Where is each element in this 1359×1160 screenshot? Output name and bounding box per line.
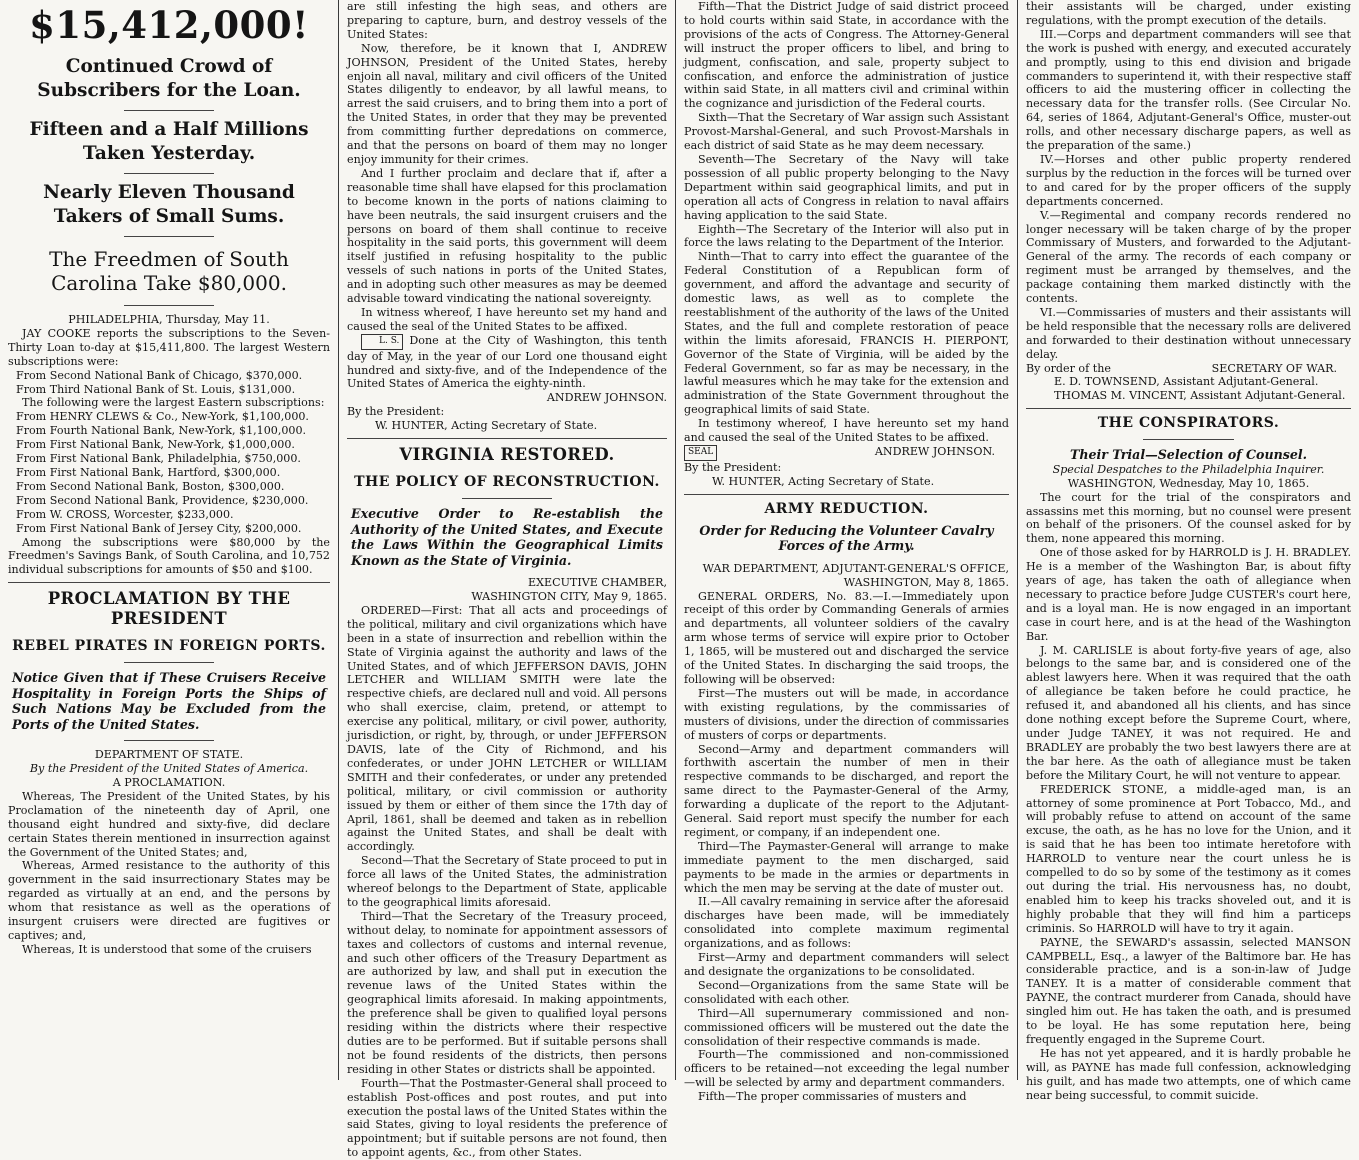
list-item: From W. CROSS, Worcester, $233,000. (16, 507, 234, 521)
freedmen-paragraph: Among the subscriptions were $80,000 by the Freedmen's Savings Bank, of South Carolina, and 10,752 individual subscriptions for amounts of $50 and $100. (8, 535, 330, 577)
special-despatches: Special Despatches to the Philadelphia Inquirer. (1052, 462, 1325, 476)
headline-small-sums: Nearly Eleven Thousand Takers of Small Sums. (43, 182, 295, 227)
order-eighth: Eighth—The Secretary of the Interior will also put in force the laws relating to the Department of the Interior. (684, 222, 1009, 250)
list-item: From First National Bank, Hartford, $300,000. (16, 465, 281, 479)
paragraph: their assistants will be charged, under existing regulations, with the prompt execution of the details. (1026, 0, 1351, 27)
virginia-restored-headline: VIRGINIA RESTORED. (399, 445, 615, 465)
paragraph: Fifth—The proper commissaries of musters and (698, 1090, 967, 1104)
policy-subhead: THE POLICY OF RECONSTRUCTION. (354, 474, 660, 491)
list-item: From First National Bank of Jersey City, $200,000. (16, 521, 302, 535)
paragraph: V.—Regimental and company records rendered no longer necessary will be taken charge of by the proper Commissary of Musters, and forwarded to the Adjutant-General of the army. The records of each company or regiment must be arranged by themselves, and the package containing them marked distinctly with the contents. (1026, 208, 1351, 306)
paragraph: First—Army and department commanders will select and designate the organizations to be consolidated. (684, 951, 1009, 978)
vincent-signature: THOMAS M. VINCENT, Assistant Adjutant-General. (1054, 389, 1346, 403)
divider (1143, 439, 1234, 440)
trial-subhead: Their Trial—Selection of Counsel. (1069, 447, 1308, 463)
eastern-intro-paragraph: The following were the largest Eastern subscriptions: (22, 396, 325, 410)
paragraph: Second—Organizations from the same State will be consolidated with each other. (684, 978, 1009, 1006)
a-proclamation: A PROCLAMATION. (112, 776, 226, 790)
whereas-paragraph: Whereas, The President of the United States, by his Proclamation of the nineteenth day of April, one thousand eight hundred and sixty-five, did declare certain States therein mentioned in insurrection against the Government of the United States; and, (8, 789, 330, 859)
order-second: Second—That the Secretary of State proceed to put in force all laws of the United States, the administration whereof belongs to the Department of State, applicable to the geographical limits aforesaid. (347, 854, 667, 909)
divider (684, 494, 1009, 495)
acting-secretary: W. HUNTER, Acting Secretary of State. (375, 419, 598, 433)
paragraph: II.—All cavalry remaining in service after the aforesaid discharges have been made, will be immediately consolidated into complete maximum regimental organizations, and as follows: (684, 895, 1009, 951)
order-fourth: Fourth—That the Postmaster-General shall proceed to establish Post-offices and post routes, and put into execution the postal laws of the United States within the said States, giving to loyal residents the preference of appointment; but if suitable persons are not found, then to appoint agents, &c., from other States. (347, 1076, 667, 1160)
list-item: From HENRY CLEWS & Co., New-York, $1,100,000. (16, 410, 309, 424)
paragraph: And I further proclaim and declare that if, after a reasonable time shall have elapsed for this proclamation to become known in the ports of nations claiming to have been neutrals, the said insurgent cruisers and the persons on board of them shall continue to receive hospitality in the said ports, this government will deem itself justified in refusing hospitality to the public vessels of such nations in ports of the United States, and in adopting such other measures as may be deemed advisable toward vindicating the national sovereignty. (347, 166, 667, 306)
executive-order-deck: Executive Order to Re-establish the Authority of the United States, and Execute the Laws Within the Geographical Limits Known as the State of Virginia. (351, 506, 663, 568)
paragraph: First—The musters out will be made, in accordance with existing regulations, by the commissaries of musters of divisions, under the direction of commissaries of musters of corps or departments. (684, 686, 1009, 742)
list-item: From Second National Bank, Boston, $300,000. (16, 479, 285, 493)
western-subscriptions-list (8, 369, 330, 397)
paragraph: The court for the trial of the conspirators and assassins met this morning, but no counsel were present on behalf of the prisoners. Of the counsel asked for by them, none appeared this morning. (1026, 490, 1351, 546)
list-item: From Third National Bank of St. Louis, $131,000. (16, 382, 296, 396)
army-reduction-headline: ARMY REDUCTION. (764, 500, 929, 517)
executive-chamber: EXECUTIVE CHAMBER, (527, 576, 667, 590)
list-item: From Second National Bank of Chicago, $370,000. (16, 368, 303, 382)
paragraph: Fourth—The commissioned and non-commissioned officers to be retained—not exceeding the legal number—will be selected by army and department commanders. (684, 1048, 1009, 1090)
war-department-dateline: WAR DEPARTMENT, ADJUTANT-GENERAL'S OFFICE, WASHINGTON, May 8, 1865. (702, 561, 1009, 589)
list-item: From Fourth National Bank, New-York, $1,100,000. (16, 424, 307, 438)
paragraph: VI.—Commissaries of musters and their assistants will be held responsible that the necessary rolls are delivered and forwarded to their destination without unnecessary delay. (1026, 305, 1351, 361)
divider (462, 498, 552, 499)
order-first: ORDERED—First: That all acts and proceedings of the political, military and civil organizations which have been in a state of insurrection and rebellion within the State of Virginia against the authority and laws of the United States, and of which JEFFERSON DAVIS, JOHN LETCHER and WILLIAM SMITH were late the respective chiefs, are declared null and void. All persons who shall exercise, claim, pretend, or attempt to exercise any political, military, or civil power, authority, jurisdiction, or right, by, through, or under JEFFERSON DAVIS, late of the City of Richmond, and his confederates, or under JOHN LETCHER or WILLIAM SMITH and their confederates, or under any pretended political, military, or civil commission or authority issued by them or either of them since the 17th day of April, 1861, shall be deemed and taken as in rebellion against the United States, and shall be dealt with accordingly. (347, 603, 667, 854)
order-third: Third—That the Secretary of the Treasury proceed, without delay, to nominate for appointment assessors of taxes and collectors of customs and internal revenue, and such other officers of the Treasury Department as are authorized by law, and shall put in execution the revenue laws of the United States within the geographical limits aforesaid. In making appointments, the preference shall be given to qualified loyal persons residing within the districts where their respective duties are to be performed. But if suitable persons shall not be found residents of the districts, then persons residing in other States or districts shall be appointed. (347, 909, 667, 1076)
signature-block (684, 445, 1009, 461)
seal-mark: L. S. (361, 334, 403, 350)
whereas-paragraph: Whereas, It is understood that some of the cruisers (22, 942, 312, 956)
headline-amount: $15,412,000! (29, 3, 309, 47)
order-fifth: Fifth—That the District Judge of said district proceed to hold courts within said State, in accordance with the provisions of the acts of Congress. The Attorney-General will instruct the proper officers to libel, and bring to judgment, confiscation, and sale, property subject to confiscation, and enforce the administration of justice within said State, in all matters civil and criminal within the cognizance and jurisdiction of the Federal courts. (684, 0, 1009, 111)
by-order-line (1026, 362, 1351, 376)
order-sixth: Sixth—That the Secretary of War assign such Assistant Provost-Marshal-General, and such Provost-Marshals in each district of said State as he may deem necessary. (684, 111, 1009, 153)
list-item: From First National Bank, Philadelphia, $750,000. (16, 452, 301, 466)
whereas-paragraph: Whereas, Armed resistance to the authority of this government in the said insurrectionary States may be regarded as virtually at an end, and the persons by whom that resistance as well as the operations of insurgent cruisers were directed are fugitives or captives; and, (8, 859, 330, 942)
paragraph: He has not yet appeared, and it is hardly probable he will, as PAYNE has made full confession, acknowledging his guilt, and has made two attempts, one of which came near being successful, to commit suicide. (1026, 1046, 1351, 1102)
paragraph: Second—Army and department commanders will forthwith ascertain the number of men in their respective commands to be discharged, and report the same direct to the Paymaster-General of the Army, forwarding a duplicate of the report to the Adjutant-General. Said report must specify the number for each regiment, or company, if an independent one. (684, 742, 1009, 839)
conspirators-headline: THE CONSPIRATORS. (1097, 415, 1280, 432)
list-item: From Second National Bank, Providence, $230,000. (16, 493, 309, 507)
headline-freedmen: The Freedmen of South Carolina Take $80,000. (49, 247, 289, 295)
by-the-president: By the President: (684, 460, 782, 474)
testimony: In testimony whereof, I have hereunto set my hand and caused the seal of the United States to be affixed. (684, 417, 1009, 445)
column-2 (338, 0, 675, 1160)
signature: ANDREW JOHNSON. (546, 391, 667, 405)
paragraph: FREDERICK STONE, a middle-aged man, is an attorney of some prominence at Port Tobacco, Md., and will probably refuse to attend on account of the same excuse, the oath, as he has no love for the Union, and it is said that he has been too intimate heretofore with HARROLD to venture near the court unless he is compelled to do so by some of the testimony as it comes out during the trial. His nervousness has, no doubt, enabled him to keep his tracks shoveled out, and it is highly probable that they will find him a particeps criminis. So HARROLD will have to try it again. (1026, 782, 1351, 935)
paragraph: J. M. CARLISLE is about forty-five years of age, also belongs to the same bar, and is considered one of the ablest lawyers here. When it was required that the oath of allegiance be taken before he could practice, he refused it, and abandoned all his clients, and has since done nothing except before the Supreme Court, where, under Judge TANEY, it was not required. He and BRADLEY are probably the two best lawyers there are at the bar here. As the oath of allegiance must be taken before the Military Court, he will not venture to appear. (1026, 643, 1351, 782)
list-item: From First National Bank, New-York, $1,000,000. (16, 438, 295, 452)
executive-date: WASHINGTON CITY, May 9, 1865. (471, 590, 667, 603)
paragraph: Now, therefore, be it known that I, ANDREW JOHNSON, President of the United States, hereby enjoin all naval, military and civil officers of the United States diligently to endeavor, by all lawful means, to arrest the said cruisers, and to bring them into a port of the United States, in order that they may be prevented from committing further depredations on commerce, and that the persons on board of them may no longer enjoy immunity for their crimes. (347, 41, 667, 166)
paragraph: III.—Corps and department commanders will see that the work is pushed with energy, and executed accurately and promptly, using to this end division and brigade commanders to superintend it, with their respective staff officers to aid the mustering officer in collecting the necessary data for the transfer rolls. (See Circular No. 64, series of 1864, Adjutant-General's Office, muster-out rolls, and other necessary discharge papers, as well as the preparation of the same.) (1026, 27, 1351, 153)
dateline: PHILADELPHIA, Thursday, May 11. (68, 313, 270, 326)
order-seventh: Seventh—The Secretary of the Navy will take possession of all public property belonging to the Navy Department within said geographical limits, and put in operation all acts of Congress in relation to naval affairs having application to the said State. (684, 152, 1009, 222)
proclamation-deck: Notice Given that if These Cruisers Receive Hospitality in Foreign Ports the Ships of Such Nations May be Excluded from the Ports of the United States. (12, 670, 326, 732)
rebel-pirates-subhead: REBEL PIRATES IN FOREIGN PORTS. (12, 638, 326, 655)
divider (124, 740, 214, 741)
signature: ANDREW JOHNSON. (874, 445, 995, 458)
headline-fifteen-millions: Fifteen and a Half Millions Taken Yesterday. (29, 119, 309, 164)
headline-subscribers: Continued Crowd of Subscribers for the Loan. (37, 56, 301, 101)
general-orders: GENERAL ORDERS, No. 83.—I.—Immediately upon receipt of this order by Commanding Generals of armies and departments, all volunteer soldiers of the cavalry arm whose terms of service will expire prior to October 1, 1865, will be mustered out and discharged the service of the United States. In discharging the said troops, the following will be observed: (684, 589, 1009, 686)
proclamation-headline: PROCLAMATION BY THE PRESIDENT (47, 589, 291, 629)
divider (124, 662, 214, 663)
dateline: WASHINGTON, Wednesday, May 10, 1865. (1067, 476, 1310, 490)
seal-mark: SEAL (684, 445, 717, 461)
army-order-deck: Order for Reducing the Volunteer Cavalry Forces of the Army. (699, 522, 994, 554)
paragraph: Third—All supernumerary commissioned and non-commissioned officers will be mustered out the date the consolidation of their respective commands is made. (684, 1006, 1009, 1048)
paragraph: Third—The Paymaster-General will arrange to make immediate payment to the men discharged, said payments to be made in the armies or departments in which the men may be serving at the date of muster out. (684, 839, 1009, 895)
column-3 (675, 0, 1017, 1104)
divider (347, 438, 667, 439)
paragraph: are still infesting the high seas, and others are preparing to capture, burn, and destroy vessels of the United States: (347, 0, 667, 41)
done-at-washington: L. S. Done at the City of Washington, this tenth day of May, in the year of our Lord one thousand eight hundred and sixty-five, and of the Independence of the United States of America the eighty-ninth. (347, 333, 667, 391)
eastern-subscriptions-list (8, 410, 330, 535)
column-4 (1017, 0, 1359, 1102)
divider (124, 110, 214, 111)
acting-secretary: W. HUNTER, Acting Secretary of State. (712, 474, 935, 488)
by-order: By order of the (1026, 361, 1111, 375)
loan-report-paragraph: JAY COOKE reports the subscriptions to the Seven-Thirty Loan to-day at $15,411,800. The largest Western subscriptions were: (8, 326, 330, 368)
paragraph: PAYNE, the SEWARD's assassin, selected MANSON CAMPBELL, Esq., a lawyer of the Baltimore bar. He has considerable practice, and is a son-in-law of Judge TANEY. It is a matter of considerable comment that PAYNE, the contract murderer from Canada, should have singled him out. He has taken the oath, and is presumed to be loyal. He has some reputation here, being frequently engaged in the Supreme Court. (1026, 935, 1351, 1046)
department-of-state: DEPARTMENT OF STATE. (94, 748, 244, 762)
paragraph: IV.—Horses and other public property rendered surplus by the reduction in the forces will be turned over to and cared for by the proper officers of the supply departments concerned. (1026, 152, 1351, 208)
divider (1026, 408, 1351, 409)
divider (124, 305, 214, 306)
divider (124, 236, 214, 237)
secretary-of-war: SECRETARY OF WAR. (1211, 361, 1337, 375)
by-the-president: By the President of the United States of America. (29, 762, 309, 776)
by-the-president: By the President: (347, 405, 445, 419)
paragraph: One of those asked for by HARROLD is J. H. BRADLEY. He is a member of the Washington Bar, is about fifty years of age, has taken the oath of allegiance when necessary to practice before Judge CUSTER's court here, and is a loyal man. He is now engaged in an important case in court here, and is at the head of the Washington Bar. (1026, 546, 1351, 643)
divider (124, 173, 214, 174)
paragraph: In witness whereof, I have hereunto set my hand and caused the seal of the United States to be affixed. (347, 305, 667, 333)
townsend-signature: E. D. TOWNSEND, Assistant Adjutant-General. (1054, 375, 1319, 389)
order-ninth: Ninth—That to carry into effect the guarantee of the Federal Constitution of a Republican form of government, and afford the advantage and security of domestic laws, as well as to complete the reestablishment of the authority of the laws of the United States, and the full and complete restoration of peace within the limits aforesaid, FRANCIS H. PIERPONT, Governor of the State of Virginia, will be aided by the Federal Government, so far as may be necessary, in the lawful measures which he may take for the extension and administration of the State Government throughout the geographical limits of said State. (684, 250, 1009, 417)
column-1 (0, 0, 338, 1080)
divider (8, 582, 330, 583)
